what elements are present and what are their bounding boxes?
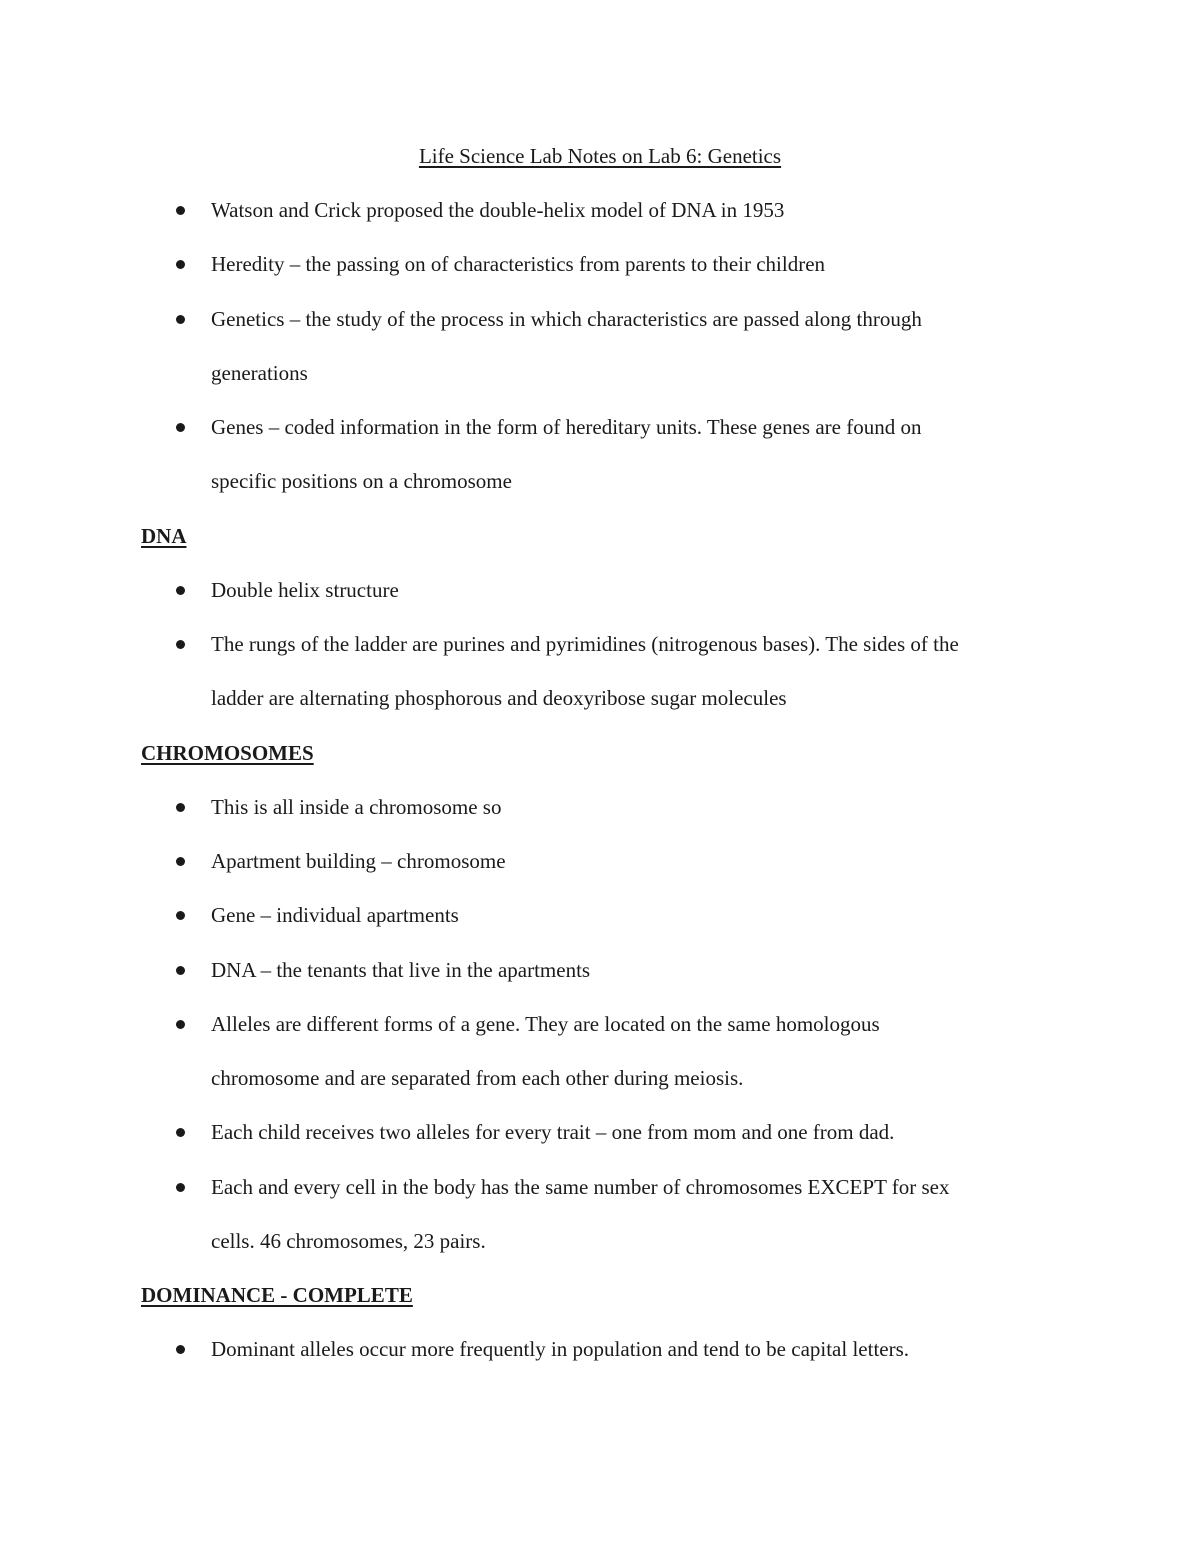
list-item-line: Each and every cell in the body has the same number of chromosomes EXCEPT for sex	[211, 1175, 950, 1199]
list-item-line: DNA – the tenants that live in the apartments	[211, 958, 591, 982]
list-item-line: Genetics – the study of the process in which characteristics are passed along through	[211, 307, 922, 331]
bullet-icon	[176, 1128, 185, 1137]
bullet-icon	[176, 1183, 185, 1192]
section-heading: DOMINANCE - COMPLETE	[141, 1283, 413, 1307]
list-item-line: specific positions on a chromosome	[211, 469, 512, 493]
bullet-icon	[176, 966, 185, 975]
list-item-line: ladder are alternating phosphorous and deoxyribose sugar molecules	[211, 686, 787, 710]
bullet-icon	[176, 911, 185, 920]
list-item-line: Watson and Crick proposed the double-helix model of DNA in 1953	[211, 198, 785, 222]
section-heading: DNA	[141, 524, 187, 548]
bullet-icon	[176, 640, 185, 649]
list-item-line: This is all inside a chromosome so	[211, 795, 502, 819]
bullet-icon	[176, 260, 185, 269]
list-item-line: Double helix structure	[211, 578, 399, 602]
bullet-icon	[176, 315, 185, 324]
bullet-icon	[176, 1345, 185, 1354]
list-item-line: cells. 46 chromosomes, 23 pairs.	[211, 1229, 486, 1253]
list-item-line: Alleles are different forms of a gene. They are located on the same homologous	[211, 1012, 880, 1036]
bullet-icon	[176, 206, 185, 215]
list-item-line: generations	[211, 361, 308, 385]
page-title: Life Science Lab Notes on Lab 6: Genetics	[418, 144, 782, 168]
list-item-line: Gene – individual apartments	[211, 903, 459, 927]
bullet-icon	[176, 1020, 185, 1029]
list-item-line: Apartment building – chromosome	[211, 849, 506, 873]
list-item-line: Genes – coded information in the form of hereditary units. These genes are found on	[211, 415, 922, 439]
list-item-line: The rungs of the ladder are purines and pyrimidines (nitrogenous bases). The sides of the	[211, 632, 959, 656]
list-item-line: Each child receives two alleles for every trait – one from mom and one from dad.	[211, 1120, 895, 1144]
bullet-icon	[176, 586, 185, 595]
section-heading: CHROMOSOMES	[141, 741, 314, 765]
bullet-icon	[176, 423, 185, 432]
list-item-line: chromosome and are separated from each other during meiosis.	[211, 1066, 744, 1090]
bullet-icon	[176, 803, 185, 812]
list-item-line: Dominant alleles occur more frequently in population and tend to be capital letters.	[211, 1337, 910, 1361]
list-item-line: Heredity – the passing on of characteristics from parents to their children	[211, 252, 826, 276]
bullet-icon	[176, 857, 185, 866]
